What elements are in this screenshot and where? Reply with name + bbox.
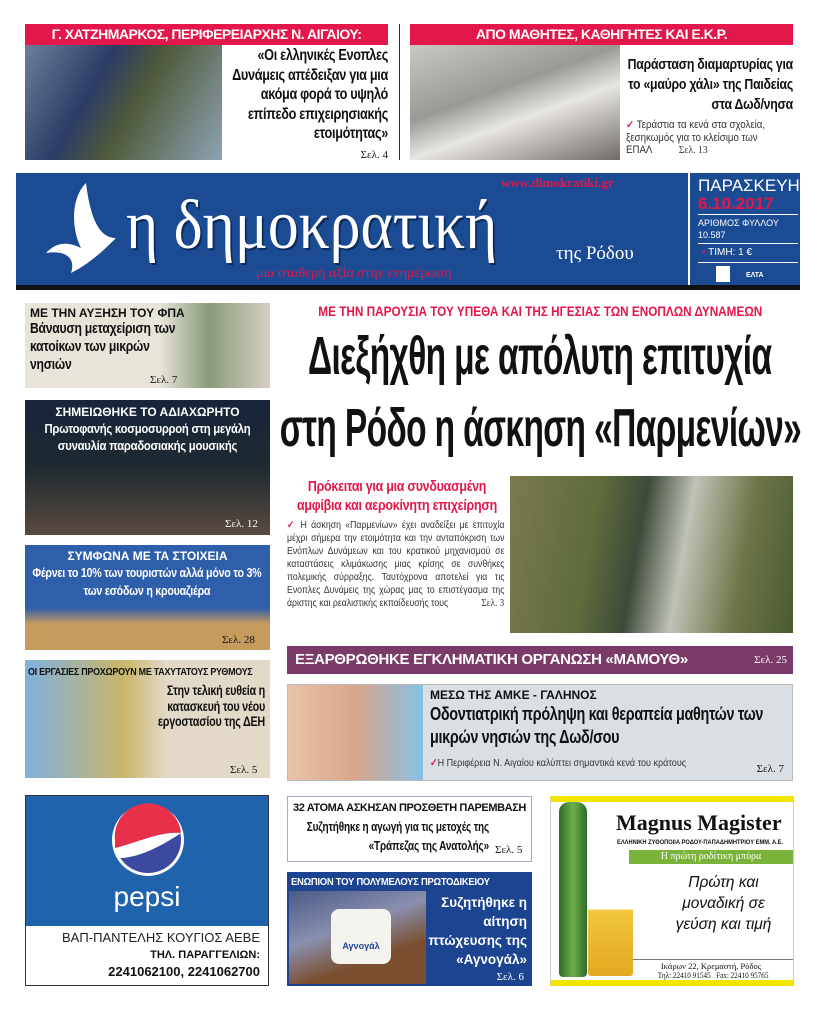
product-label: Αγνογάλ [331,909,391,964]
main-kicker-text: ΜΕ ΤΗΝ ΠΑΡΟΥΣΙΑ ΤΟΥ ΥΠΕΘΑ ΚΑΙ ΤΗΣ ΗΓΕΣΙΑΣ ΤΩΝ ΕΝΟΠΛΩΝ ΔΥΝΑΜΕΩΝ [318,303,762,319]
issue-label: ΑΡΙΘΜΟΣ ΦΥΛΛΟΥ [698,218,779,228]
page: Σελ. 7 [150,374,178,386]
contact: Τηλ: 22410 91545 Fax: 22410 95765 [657,971,769,980]
summary [430,757,686,770]
main-page: Σελ. 3 [481,597,505,609]
main-body [287,519,504,610]
main-headline-2[interactable] [279,394,801,462]
pepsi-globe-icon [111,803,185,877]
top-right-photo [410,45,620,160]
phone-label: ΤΗΛ. ΠΑΡΑΓΓΕΛΙΩΝ: [150,949,260,961]
phones: 2241062100, 2241062700 [108,964,260,979]
top-left-page: Σελ. 4 [360,149,388,161]
masthead [16,173,800,290]
bank-story[interactable] [287,796,532,862]
top-right-kicker: ΑΠΟ ΜΑΘΗΤΕΣ, ΚΑΘΗΓΗΤΕΣ ΚΑΙ Ε.Κ.Ρ. [410,24,793,45]
kicker: ΜΕΣΩ ΤΗΣ ΑΜΚΕ - ΓΑΛΗΝΟΣ [430,688,597,702]
tagline: Η πρώτη ροδίτικη μπύρα [629,850,793,864]
masthead-title: η δημοκρατική [126,187,498,264]
page: Σελ. 12 [225,518,258,530]
check-icon: ✓ [430,757,438,769]
agnogal-photo [289,891,426,984]
headline: Οδοντιατρική πρόληψη και θεραπεία μαθητών των μικρών νησιών της Δωδ/σου [430,704,764,747]
mamouth-banner[interactable] [287,646,793,674]
page: Σελ. 6 [496,971,524,983]
company: ΒΑΠ-ΠΑΝΤΕΛΗΣ ΚΟΥΓΙΟΣ ΑΕΒΕ [62,930,260,945]
slogan: Πρώτη και μοναδική σε γεύση και τιμή [675,874,772,933]
dental-story[interactable] [287,684,793,781]
kicker: ΕΝΩΠΙΟΝ ΤΟΥ ΠΟΛΥΜΕΛΟΥΣ ΠΡΩΤΟΔΙΚΕΙΟΥ [291,876,490,888]
left-story-1[interactable] [25,303,270,388]
price: • ΤΙΜΗ: 1 € [702,247,753,258]
issue-number: 10.587 [698,230,726,240]
headline: Συζητήθηκε η αγωγή για τις μετοχές της «Τράπεζας της Ανατολής» [306,820,489,853]
barcode-icon [716,266,730,282]
main-headline-1[interactable] [285,322,795,390]
beer-glass-icon [588,894,633,976]
top-right-headline[interactable]: Παράσταση διαμαρτυρίας για το «μαύρο χάλι» της Παιδείας στα Δωδ/νησα [627,56,793,113]
beer-bottle-icon [559,802,587,977]
check-icon: ✓ [287,519,301,531]
magnus-ad[interactable] [550,796,794,986]
main-headline-2-text: στη Ρόδο η άσκηση «Παρμενίων» [279,398,801,458]
headline: Στην τελική ευθεία η κατασκευή του νέου εργοστασίου της ΔΕΗ [157,683,265,729]
headline: Βάναυση μεταχείριση των κατοίκων των μικρών νησιών [30,321,176,373]
page: Σελ. 5 [230,764,258,776]
date: 6.10.2017 [698,194,774,213]
top-left-photo [25,45,222,160]
rule [698,214,798,215]
headline: Φέρνει το 10% των τουριστών αλλά μόνο το 3% των εσόδων η κρουαζιέρα [32,565,262,598]
masthead-divider [688,173,690,285]
company: ΕΛΛΗΝΙΚΗ ΖΥΘΟΠΟΙΙΑ ΡΟΔΟΥ-ΠΑΠΑΔΗΜΗΤΡΙΟΥ ΕΜΜ. Α.Ε. [617,839,784,846]
website-link[interactable]: www.dimokratiki.gr [501,175,614,190]
main-photo [510,476,793,633]
masthead-slogan: μια σταθερή αξία στην ενημέρωση [256,266,452,281]
top-right-summary-text: Τεράστια τα κενά στα σχολεία, ξεσηκωμός για το κλείσιμο των ΕΠΑΛ [626,119,766,156]
rule [698,262,798,263]
divider [399,24,400,160]
main-kicker [285,302,795,320]
kicker: ΟΙ ΕΡΓΑΣΙΕΣ ΠΡΟΧΩΡΟΥΝ ΜΕ ΤΑΧΥΤΑΤΟΥΣ ΡΥΘΜΟΥΣ [28,666,253,678]
day: ΠΑΡΑΣΚΕΥΗ [698,176,800,195]
kicker: ΣΥΜΦΩΝΑ ΜΕ ΤΑ ΣΤΟΙΧΕΙΑ [67,549,228,563]
brand: Magnus Magister [616,810,782,835]
headline: Συζητήθηκε η αίτηση πτώχευσης της «Αγνογάλ» [428,895,527,967]
left-story-2[interactable] [25,400,270,535]
page: Σελ. 28 [222,634,255,646]
top-left-quote[interactable]: «Οι ελληνικές Ενοπλες Δυνάμεις απέδειξαν για μια ακόμα φορά το υψηλό επίπεδο επιχειρησιακής ετοιμότητας» [232,47,388,142]
ad-background [26,796,268,926]
kicker: ΜΕ ΤΗΝ ΑΥΞΗΣΗ ΤΟΥ ΦΠΑ [30,306,185,320]
banner-page: Σελ. 25 [754,654,787,666]
page: Σελ. 5 [495,844,523,856]
check-icon: ✓ [626,119,637,131]
summary-text: Η Περιφέρεια Ν. Αιγαίου καλύπτει σημαντικά κενά του κράτους [437,757,687,769]
left-story-4[interactable] [25,660,270,778]
elta-logo: ΕΛΤΑ [746,272,764,279]
main-subhead: Πρόκειται για μια συνδυασμένη αμφίβια και αεροκίνητη επιχείρηση [296,478,497,514]
main-headline-1-text: Διεξήχθη με απόλυτη επιτυχία [308,326,772,386]
rule [633,959,793,960]
rule [698,243,798,244]
pepsi-ad[interactable] [25,795,269,986]
page: Σελ. 7 [756,763,784,775]
top-right-summary [626,119,793,157]
kicker: ΣΗΜΕΙΩΘΗΚΕ ΤΟ ΑΔΙΑΧΩΡΗΤΟ [55,405,240,419]
pepsi-logo: pepsi [113,881,181,912]
address: Ικάρων 22, Κρεμαστή, Ρόδος [660,961,762,971]
left-story-3[interactable] [25,545,270,650]
price-text: ΤΙΜΗ: 1 € [708,247,753,258]
agnogal-story[interactable] [287,872,532,986]
top-left-kicker: Γ. ΧΑΤΖΗΜΑΡΚΟΣ, ΠΕΡΙΦΕΡΕΙΑΡΧΗΣ Ν. ΑΙΓΑΙΟΥ: [25,24,388,45]
dental-photo [288,685,423,780]
headline: Πρωτοφανής κοσμοσυρροή στη μεγάλη συναυλία παραδοσιακής μουσικής [44,421,251,453]
kicker: 32 ΑΤΟΜΑ ΑΣΚΗΣΑΝ ΠΡΟΣΘΕΤΗ ΠΑΡΕΜΒΑΣΗ [293,802,526,814]
main-body-text: Η άσκηση «Παρμενίων» έχει αναδείξει με επιτυχία μέχρι σήμερα την ετοιμότητα και την ανταπόκριση των Ενόπλων Δυνάμεων και του κρατικού μηχανισμού σε καταστάσεις κλιμάκωσης μιας κρίσης σε συνθήκες πολεμικής σύρραξης. Ταυτόχρονα αποτελεί για τις Ενοπλες Δυνάμεις της χώρας μας το επιστέγασμα της άριστης και ρεαλιστικής εκπαίδευσής τους [287,519,505,609]
masthead-subtitle: της Ρόδου [556,243,634,264]
top-right-page: Σελ. 13 [678,144,708,156]
banner-text: ΕΞΑΡΘΡΩΘΗΚΕ ΕΓΚΛΗΜΑΤΙΚΗ ΟΡΓΑΝΩΣΗ «ΜΑΜΟΥΘ» [295,651,688,668]
dove-logo-icon [41,178,121,283]
